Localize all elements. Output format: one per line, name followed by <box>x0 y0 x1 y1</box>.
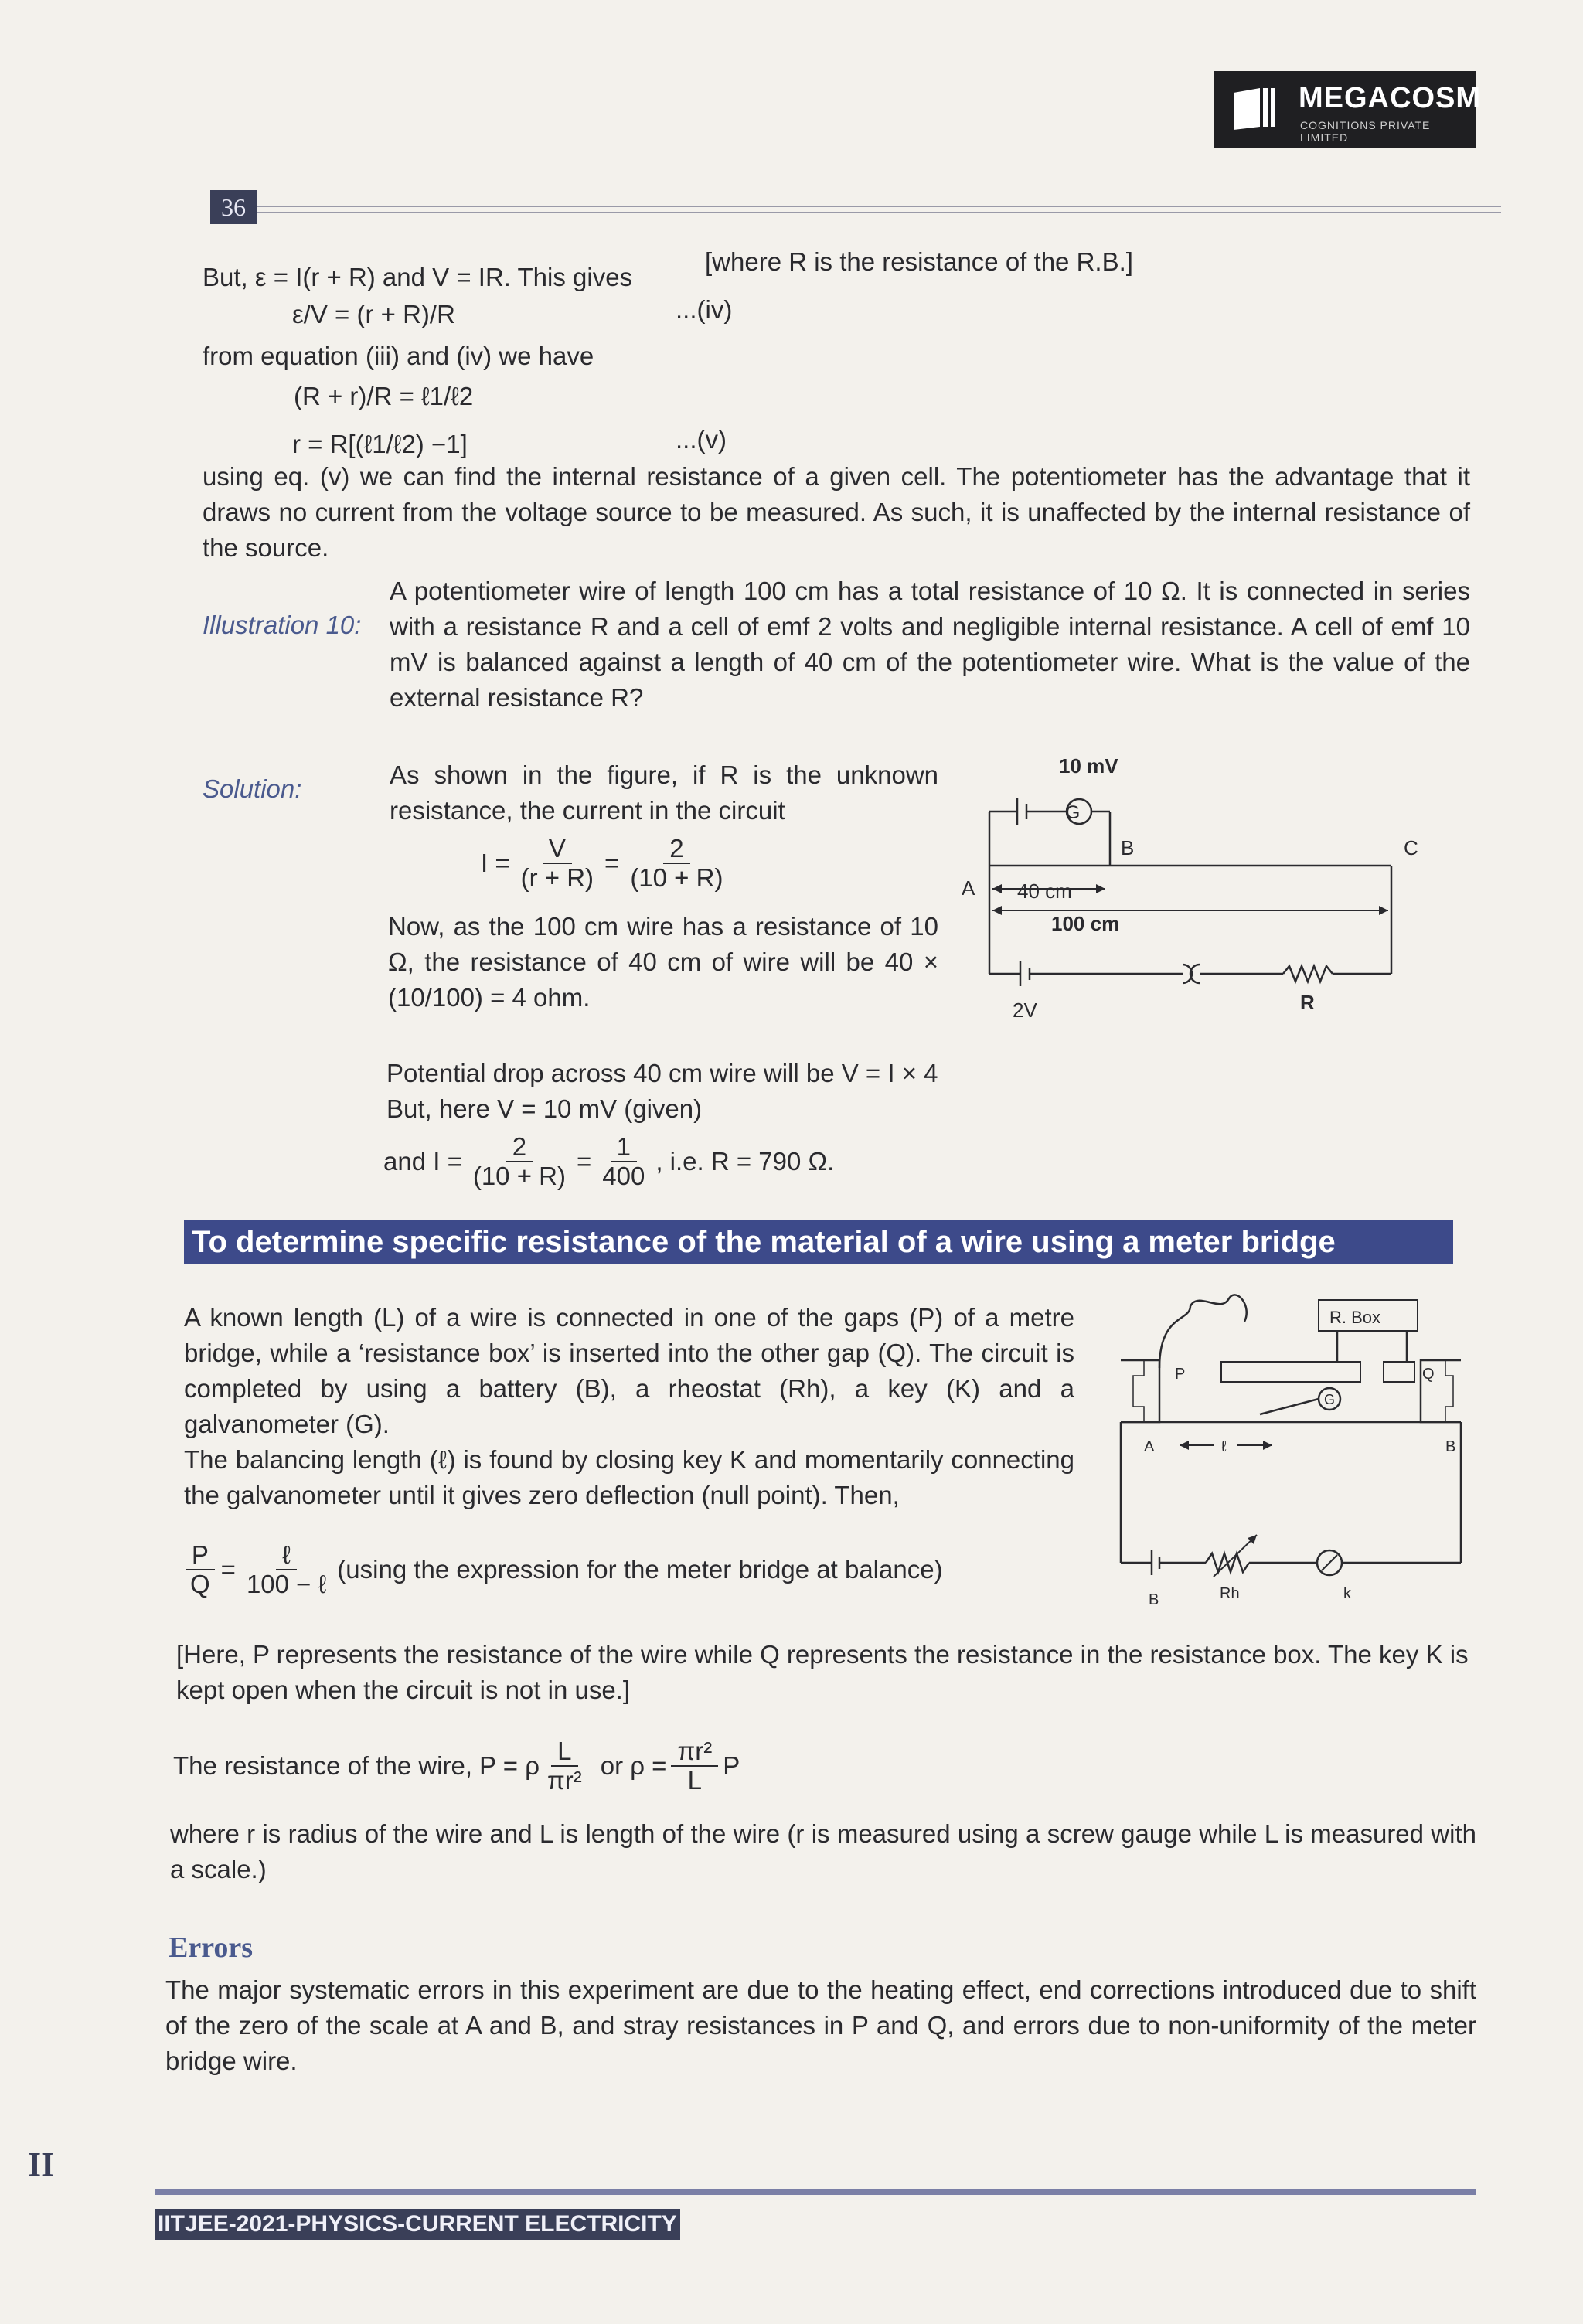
given-voltage-line: But, here V = 10 mV (given) <box>386 1094 703 1123</box>
solution-intro: As shown in the figure, if R is the unknown resistance, the current in the circuit <box>390 760 938 825</box>
equation-iv: ε/V = (r + R)/R <box>292 300 455 328</box>
emf-label: 10 mV <box>1059 754 1118 778</box>
numerator: πr² <box>671 1737 718 1767</box>
fraction-l-over-100-l <box>240 1541 332 1598</box>
denominator: Q <box>190 1570 210 1598</box>
point-b-label: B <box>1121 836 1135 859</box>
numerator: 2 <box>663 835 689 864</box>
battery-label: B <box>1149 1591 1159 1608</box>
section-heading: To determine specific resistance of the material of a wire using a meter bridge <box>184 1220 1453 1264</box>
resistance-lhs: The resistance of the wire, P = ρ <box>173 1751 540 1780</box>
equation-v-tag: ...(v) <box>676 425 727 454</box>
footer-rule <box>155 2189 1476 2195</box>
publisher-logo <box>1214 71 1481 148</box>
resistance-40cm-text: Now, as the 100 cm wire has a resistance of 10 Ω, the resistance of 40 cm of wire will be 40 × (10/100) = 4 ohm. <box>388 912 938 1012</box>
where-note: [where R is the resistance of the R.B.] <box>705 247 1133 276</box>
current-equation <box>481 835 734 892</box>
from-equation-line: from equation (iii) and (iv) we have <box>203 342 594 370</box>
book-logo-icon <box>1229 82 1282 134</box>
key-label: k <box>1343 1585 1351 1602</box>
cell-2v-label: 2V <box>1013 999 1037 1022</box>
length-100cm-label: 100 cm <box>1051 912 1120 935</box>
or-rho: or ρ = <box>600 1751 667 1780</box>
resistor-r-icon <box>1283 966 1333 982</box>
fraction-pir2-over-l <box>671 1737 718 1795</box>
ratio-equation: (R + r)/R = ℓ1/ℓ2 <box>294 382 474 410</box>
illustration-text: A potentiometer wire of length 100 cm has a total resistance of 10 Ω. It is connected in series with a resistance R and a cell of emf 2 volts and negligible internal resistance. A cell of emf 10 mV is balanced against a length of 40 cm of the potentiometer wire. What is the value of the external resistance R? <box>390 577 1470 712</box>
gap-p-label: P <box>1175 1366 1186 1383</box>
solution-label: Solution: <box>203 774 302 803</box>
middle-strip <box>1221 1362 1360 1382</box>
equals-sign: = <box>604 849 620 877</box>
fraction-2-over-10R <box>467 1133 572 1190</box>
end-a-label: A <box>1144 1438 1155 1455</box>
potential-drop-line: Potential drop across 40 cm wire will be V = I × 4 <box>386 1059 938 1087</box>
current-lhs: I = <box>481 849 510 877</box>
radius-length-note: where r is radius of the wire and L is length of the wire (r is measured using a screw gauge while L is measured with a scale.) <box>170 1819 1476 1883</box>
potentiometer-circuit-diagram <box>958 742 1438 1043</box>
logo-subtitle: COGNITIONS PRIVATE LIMITED <box>1300 119 1431 144</box>
balance-equation <box>184 1541 943 1598</box>
length-40cm-label: 40 cm <box>1017 880 1072 903</box>
point-a-label: A <box>962 876 975 900</box>
resistance-box-label: R. Box <box>1329 1308 1381 1327</box>
balancing-length-text: The balancing length (ℓ) is found by closing key K and momentarily connecting the galvanometer until it gives zero deflection (null point). Then, <box>184 1445 1074 1509</box>
galvanometer-label: G <box>1065 802 1081 823</box>
fraction-2-over-10R <box>624 835 729 892</box>
meter-bridge-intro: A known length (L) of a wire is connected in one of the gaps (P) of a metre bridge, while a ‘resistance box’ is inserted into the other gap (Q). The circuit is completed by using a battery (B), a rheostat (Rh), a key (K) and a galvanometer (G). <box>184 1303 1074 1438</box>
wire-p-icon <box>1159 1295 1247 1368</box>
resistor-r-label: R <box>1300 991 1315 1014</box>
intro-line: But, ε = I(r + R) and V = IR. This gives <box>203 263 633 291</box>
denominator: πr² <box>546 1766 582 1795</box>
numerator: ℓ <box>276 1541 297 1570</box>
fraction-l-over-pir2 <box>541 1737 588 1795</box>
header-rule <box>257 206 1501 213</box>
here-note: [Here, P represents the resistance of the wire while Q represents the resistance in the resistance box. The key K is kept open when the circuit is not in use.] <box>176 1640 1469 1704</box>
gap-q-label: Q <box>1422 1366 1435 1383</box>
fraction-p-over-q <box>184 1541 216 1598</box>
numerator: V <box>543 835 572 864</box>
errors-heading: Errors <box>169 1931 254 1964</box>
denominator: (r + R) <box>520 863 594 892</box>
denominator: L <box>687 1766 703 1795</box>
errors-paragraph: The major systematic errors in this experiment are due to the heating effect, end corrections introduced due to shift of the zero of the scale at A and B, and stray resistances in P and Q, and errors due to non-uniformity of the meter bridge wire. <box>165 1975 1476 2075</box>
equals-sign: = <box>220 1555 236 1584</box>
length-l-label: ℓ <box>1221 1438 1227 1455</box>
equation-iv-tag: ...(iv) <box>676 295 733 324</box>
and-i-lhs: and I = <box>383 1147 462 1176</box>
side-mark: II <box>28 2145 55 2183</box>
galvanometer-label: G <box>1324 1392 1336 1407</box>
denominator: (10 + R) <box>472 1162 566 1190</box>
end-b-label: B <box>1445 1438 1456 1455</box>
denominator: 100 − ℓ <box>246 1570 327 1598</box>
denominator: (10 + R) <box>630 863 723 892</box>
intro-paragraph: using eq. (v) we can find the internal resistance of a given cell. The potentiometer has the advantage that it draws no current from the voltage source to be measured. As such, it is unaffected by the internal resistance of the source. <box>203 462 1470 562</box>
point-c-label: C <box>1404 836 1418 859</box>
resistivity-equation <box>173 1737 740 1795</box>
numerator: 1 <box>611 1133 637 1162</box>
illustration-label: Illustration 10: <box>203 611 362 639</box>
equation-v: r = R[(ℓ1/ℓ2) −1] <box>292 430 468 458</box>
numerator: L <box>551 1737 577 1767</box>
result-equation <box>383 1133 834 1190</box>
footer-label: IITJEE-2021-PHYSICS-CURRENT ELECTRICITY <box>155 2209 680 2240</box>
meter-bridge-diagram <box>1105 1291 1476 1615</box>
fraction-v-over-rR <box>515 835 600 892</box>
numerator: P <box>186 1541 215 1570</box>
left-terminal <box>1121 1360 1159 1422</box>
equals-sign: = <box>576 1147 592 1176</box>
balance-note: (using the expression for the meter bridge at balance) <box>337 1555 943 1584</box>
denominator: 400 <box>602 1162 645 1190</box>
page-number: 36 <box>210 190 257 224</box>
numerator: 2 <box>506 1133 533 1162</box>
result-value: , i.e. R = 790 Ω. <box>655 1147 835 1176</box>
logo-name: MEGACOSM <box>1299 82 1481 114</box>
resistance-p: P <box>723 1751 740 1780</box>
fraction-1-over-400 <box>596 1133 651 1190</box>
rheostat-label: Rh <box>1220 1585 1240 1602</box>
